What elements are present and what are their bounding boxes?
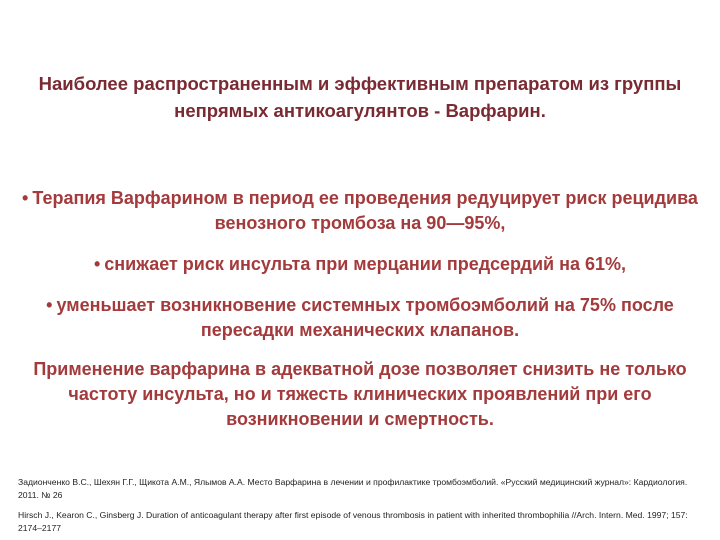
bullet-text: снижает риск инсульта при мерцании предсердий на 61%, xyxy=(104,254,627,274)
bullet-text: уменьшает возникновение системных тромбоэмболий на 75% после пересадки механических клапанов. xyxy=(56,295,674,340)
reference-1: Задионченко В.С., Шехян Г.Г., Щикота А.М., Ялымов А.А. Место Варфарина в лечении и профилактике тромбоэмболий. «Русский медицинский журнал»: Кардиология. 2011. № 26 xyxy=(18,477,688,500)
bullet-marker: • xyxy=(22,188,29,208)
bullet-item-recurrence xyxy=(10,186,710,236)
bullet-item-stroke xyxy=(10,252,710,277)
slide-title: Наиболее распространенным и эффективным препаратом из группы непрямых антикоагулянтов - Варфарин. xyxy=(38,73,682,121)
bullet-marker: • xyxy=(46,295,53,315)
bullet-item-embolism xyxy=(10,293,710,343)
bullet-text: Терапия Варфарином в период ее проведения редуцирует риск рецидива венозного тромбоза на 90—95%, xyxy=(32,188,698,233)
reference-2: Hirsch J., Kearon C., Ginsberg J. Duration of anticoagulant therapy after first episode of venous thrombosis in patient with inherited thrombophilia //Arch. Intern. Med. 1997; 157: 2174–2177 xyxy=(18,510,688,533)
bullet-marker: • xyxy=(93,254,101,274)
summary-paragraph: Применение варфарина в адекватной дозе позволяет снизить не только частоту инсульта, но и тяжесть клинических проявлений при его возникновении и смертность. xyxy=(33,359,687,429)
